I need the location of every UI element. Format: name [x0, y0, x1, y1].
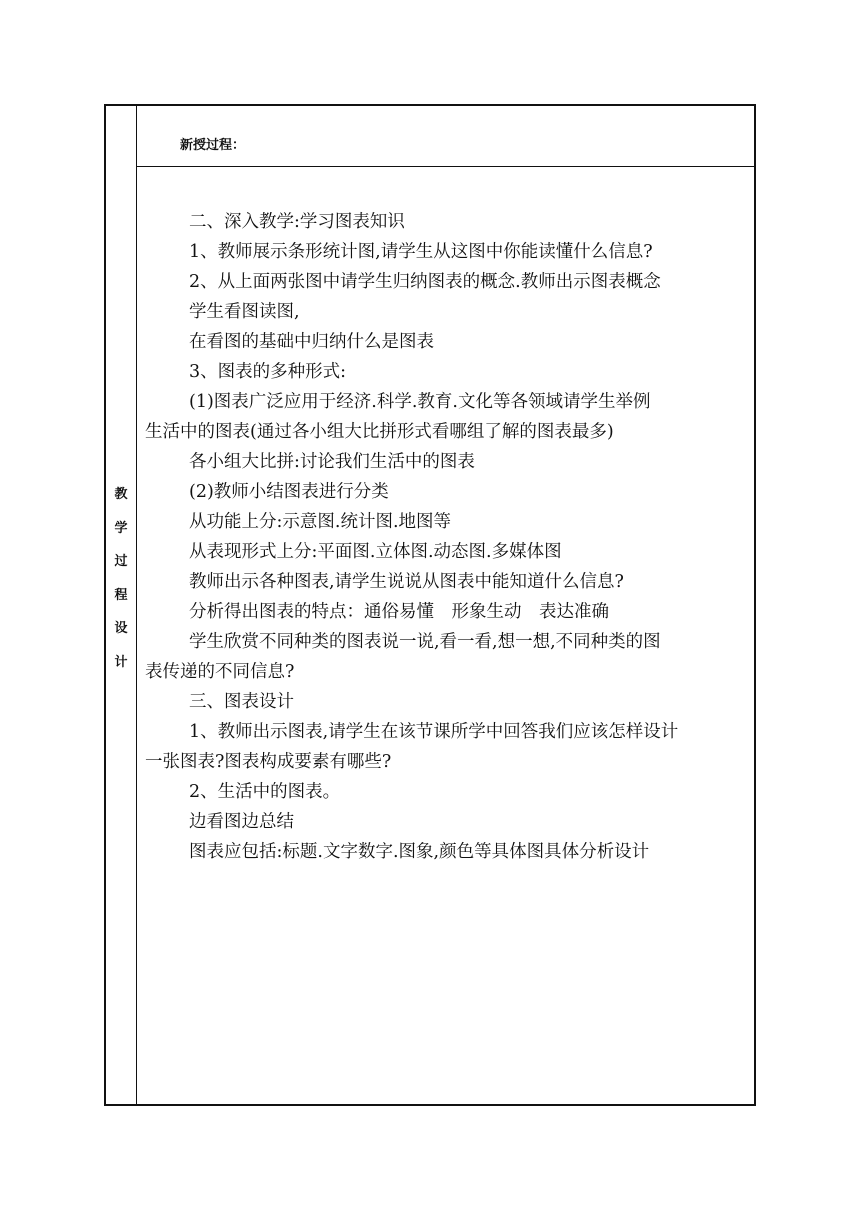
section-header-label: 新授过程：	[180, 138, 246, 153]
content-line: (2)教师小结图表进行分类	[189, 482, 389, 502]
content-line: 一张图表?图表构成要素有哪些?	[145, 752, 392, 772]
side-label-char: 程	[114, 587, 128, 603]
content-line: (1)图表广泛应用于经济.科学.教育.文化等各领域请学生举例	[189, 392, 651, 412]
side-label-char: 计	[114, 654, 128, 670]
content-line: 从功能上分:示意图.统计图.地图等	[189, 512, 452, 532]
content-line: 2、从上面两张图中请学生归纳图表的概念.教师出示图表概念	[189, 272, 661, 292]
content-line: 边看图边总结	[189, 812, 294, 832]
content-line: 1、教师展示条形统计图,请学生从这图中你能读懂什么信息?	[189, 242, 653, 262]
lesson-table	[104, 104, 756, 1106]
content-line: 在看图的基础中归纳什么是图表	[189, 332, 434, 352]
side-label-char: 设	[114, 621, 128, 636]
side-label-char: 过	[114, 554, 128, 569]
header-row	[137, 106, 754, 167]
lesson-content	[145, 207, 751, 867]
content-line: 三、图表设计	[189, 692, 294, 712]
side-label-char: 教	[114, 487, 128, 502]
content-line: 生活中的图表(通过各小组大比拼形式看哪组了解的图表最多)	[145, 422, 614, 442]
content-line: 2、生活中的图表。	[189, 782, 341, 802]
content-line: 各小组大比拼:讨论我们生活中的图表	[189, 452, 475, 472]
content-line: 教师出示各种图表,请学生说说从图表中能知道什么信息?	[189, 572, 624, 592]
content-line: 从表现形式上分:平面图.立体图.动态图.多媒体图	[189, 542, 562, 562]
side-column	[106, 106, 137, 1104]
content-line: 表传递的不同信息?	[145, 662, 295, 682]
content-line: 二、深入教学:学习图表知识	[189, 212, 405, 232]
content-line: 学生看图读图,	[189, 302, 300, 322]
content-line: 学生欣赏不同种类的图表说一说,看一看,想一想,不同种类的图	[189, 632, 661, 652]
content-line: 图表应包括:标题.文字数字.图象,颜色等具体图具体分析设计	[189, 842, 650, 862]
side-label-char: 学	[114, 520, 128, 536]
content-line: 分析得出图表的特点：通俗易懂 形象生动 表达准确	[189, 602, 609, 622]
side-label-teaching-process-design	[106, 482, 136, 683]
content-line: 3、图表的多种形式:	[189, 362, 347, 382]
content-line: 1、教师出示图表,请学生在该节课所学中回答我们应该怎样设计	[189, 722, 679, 742]
